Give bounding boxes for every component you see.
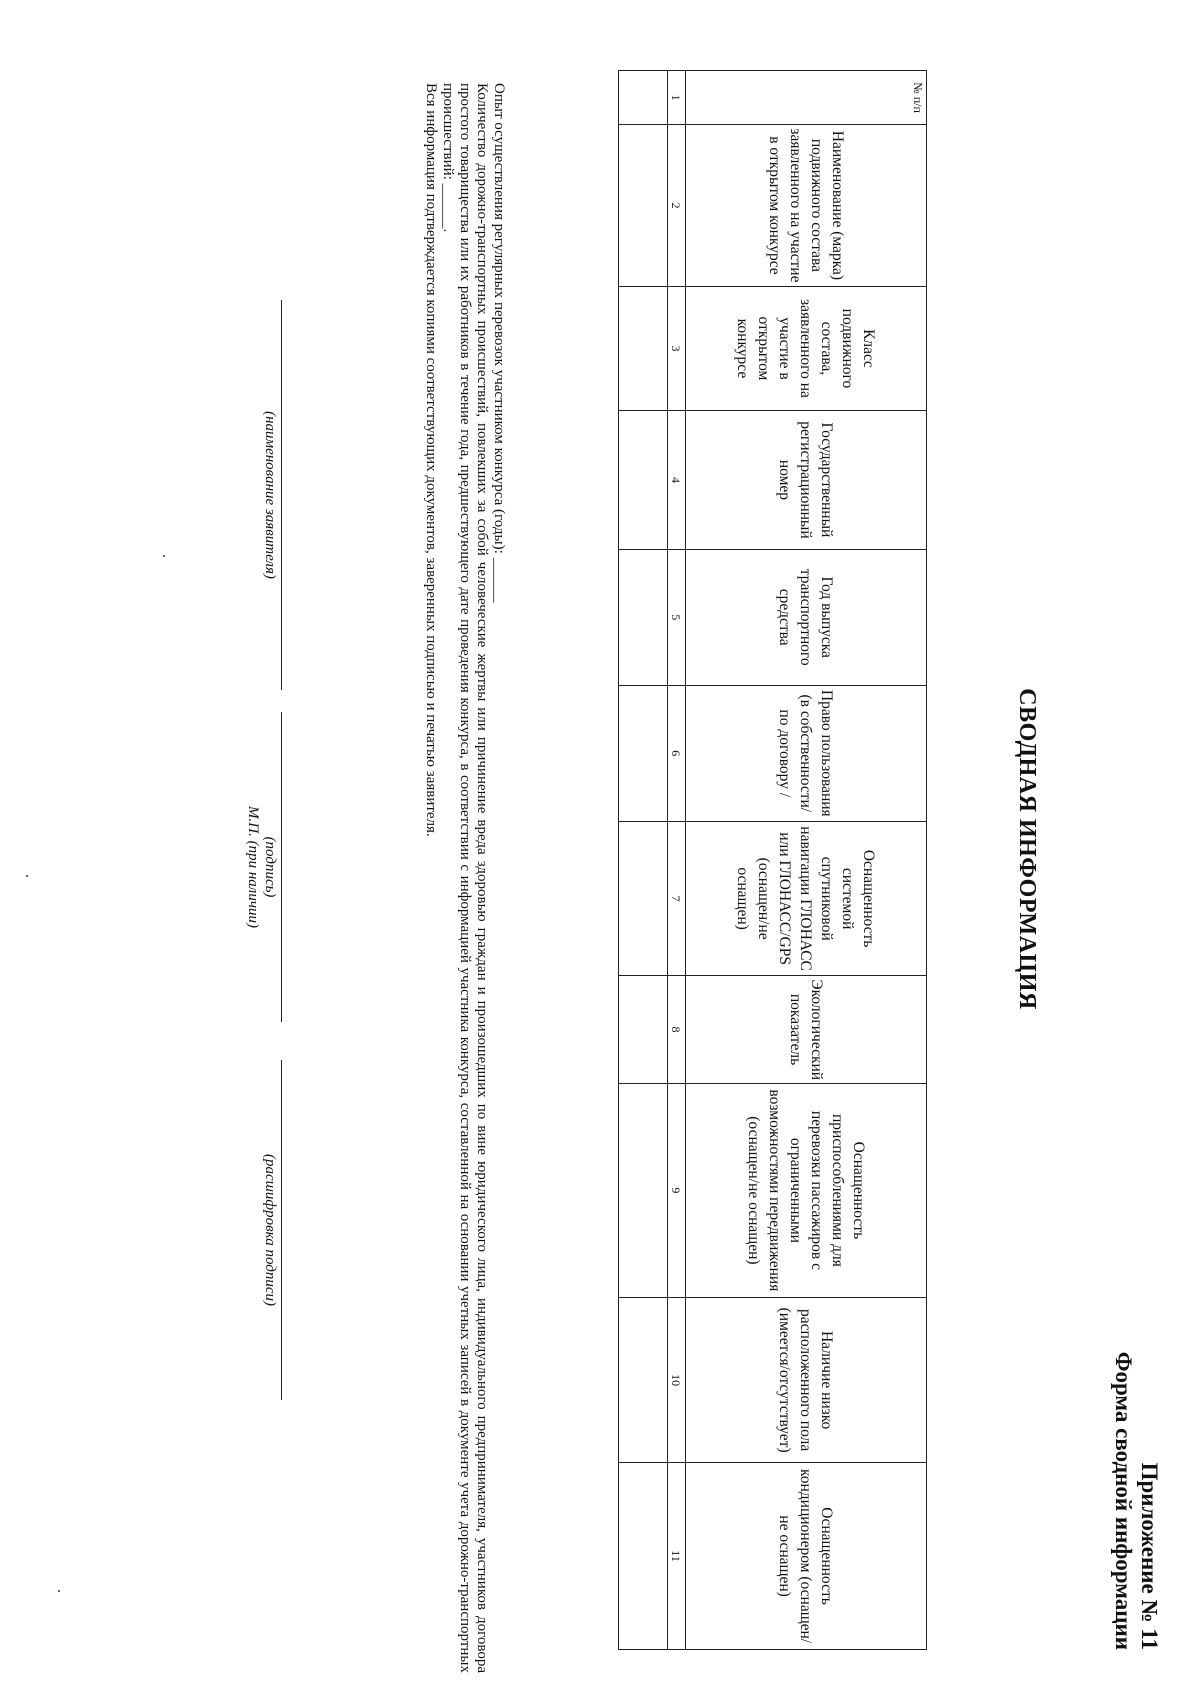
header-cell: № п/п — [686, 71, 927, 125]
column-number: 9 — [668, 1083, 686, 1298]
header-cell: Год выпуска транспортного средства — [686, 549, 927, 685]
appendix-header — [1110, 1250, 1162, 1650]
column-number: 3 — [668, 286, 686, 411]
table-cell[interactable] — [619, 821, 668, 976]
column-number-row — [668, 71, 686, 1650]
applicant-name-line[interactable] — [281, 300, 282, 690]
signature-decoding-caption: (расшифровка подписи) — [262, 1153, 278, 1307]
table-cell[interactable] — [619, 125, 668, 286]
experience-line: Опыт осуществления регулярных перевозок участником конкурса (годы): ______ — [491, 83, 507, 603]
signature-line[interactable] — [281, 712, 282, 1022]
header-cell: Государственный регистрационный номер — [686, 411, 927, 549]
header-cell: Оснащенность системой спутниковой навигации ГЛОНАСС или ГЛОНАСС/GPS (оснащен/не оснащен) — [686, 821, 927, 976]
column-number: 8 — [668, 976, 686, 1083]
confirmation-line: Вся информация подтверждается копиями соответствующих документов, заверенных подписью и печатью заявителя. — [423, 83, 439, 837]
column-number: 5 — [668, 549, 686, 685]
summary-table — [618, 70, 927, 1650]
stamp-caption: М.П. (при наличии) — [245, 806, 261, 928]
table-cell[interactable] — [619, 549, 668, 685]
info-text-block — [422, 83, 507, 1673]
header-cell: Наличие низко расположенного пола (имеется/отсутствует) — [686, 1298, 927, 1463]
signature-caption: (подпись) — [262, 836, 278, 898]
applicant-name-caption: (наименование заявителя) — [262, 411, 278, 579]
table-cell[interactable] — [619, 1298, 668, 1463]
table-cell[interactable] — [619, 1083, 668, 1298]
scan-speck — [26, 875, 28, 877]
column-number: 7 — [668, 821, 686, 976]
table-row — [619, 71, 668, 1650]
table-header-row — [686, 71, 927, 1650]
column-number: 6 — [668, 685, 686, 821]
header-cell: Оснащенность приспособлениями для перевозки пассажиров с ограниченными возможностями передвижения (оснащен/не оснащен) — [686, 1083, 927, 1298]
table-cell[interactable] — [619, 1463, 668, 1650]
scan-speck — [163, 555, 165, 557]
header-cell: Оснащенность кондиционером (оснащен/не оснащен) — [686, 1463, 927, 1650]
table-cell[interactable] — [619, 286, 668, 411]
table-cell[interactable] — [619, 411, 668, 549]
column-number: 11 — [668, 1463, 686, 1650]
header-cell: Право пользования (в собственности/ по договору / — [686, 685, 927, 821]
header-cell: Класс подвижного состава, заявленного на участие в открытом конкурсе — [686, 286, 927, 411]
accidents-paragraph: Количество дорожно-транспортных происшествий, повлекших за собой человеческие жертвы или причинение вреда здоровью граждан и произошедших по вине юридического лица, индивидуального предпринимателя, участников договора простого товарищества или их работников в течение года, предшествующего дате проведения конкурса, в соответствии с информацией участника конкурса, составленной на основании учетных записей в документе учета дорожно-транспортных происшествий: ______. — [440, 83, 490, 1673]
document-title: СВОДНАЯ ИНФОРМАЦИЯ — [1014, 688, 1040, 1010]
column-number: 10 — [668, 1298, 686, 1463]
signature-decoding-line[interactable] — [281, 1060, 282, 1400]
column-number: 2 — [668, 125, 686, 286]
table-cell[interactable] — [619, 976, 668, 1083]
column-number: 1 — [668, 71, 686, 125]
appendix-number: Приложение № 11 — [1137, 1462, 1162, 1650]
table-cell[interactable] — [619, 71, 668, 125]
scan-speck — [58, 1590, 60, 1592]
header-cell: Экологический показатель — [686, 976, 927, 1083]
header-cell: Наименование (марка) подвижного состава заявленного на участие в открытом конкурсе — [686, 125, 927, 286]
column-number: 4 — [668, 411, 686, 549]
appendix-subtitle: Форма сводной информации — [1111, 1351, 1136, 1650]
table-cell[interactable] — [619, 685, 668, 821]
